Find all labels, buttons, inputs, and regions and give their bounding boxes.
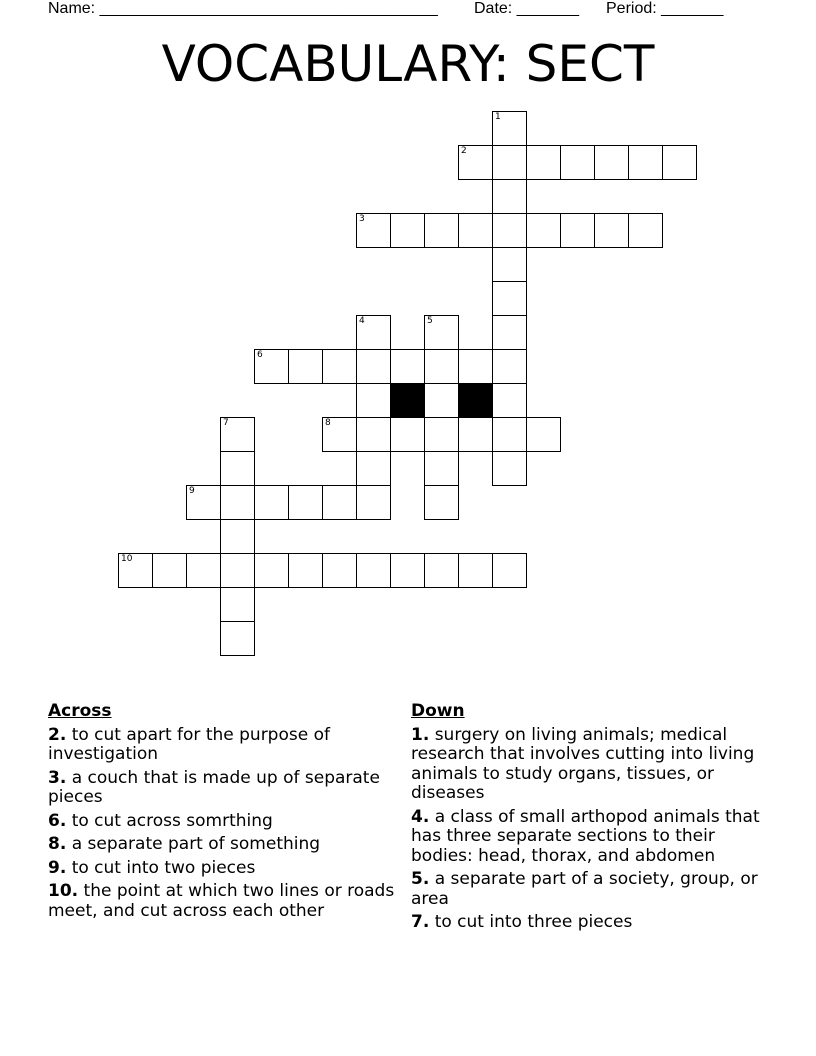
grid-cell[interactable] [662, 145, 697, 180]
grid-cell[interactable] [220, 451, 255, 486]
grid-cell[interactable] [220, 621, 255, 656]
grid-cell[interactable] [356, 349, 391, 384]
cell-number: 10 [121, 554, 133, 564]
clue-down-1: 1. surgery on living animals; medical research that involves cutting into living animals to study organs, tissues, or diseases [411, 724, 755, 803]
grid-cell[interactable] [492, 417, 527, 452]
grid-cell[interactable] [220, 417, 255, 452]
grid-cell[interactable] [628, 213, 663, 248]
cell-number: 4 [359, 316, 365, 326]
grid-cell[interactable] [526, 145, 561, 180]
grid-cell[interactable] [288, 553, 323, 588]
cell-number: 6 [257, 350, 263, 360]
grid-cell[interactable] [186, 485, 221, 520]
across-heading: Across [48, 701, 112, 721]
page-title: VOCABULARY: SECT [161, 35, 655, 93]
grid-cell[interactable] [390, 417, 425, 452]
grid-cell[interactable] [390, 213, 425, 248]
grid-cell[interactable] [594, 145, 629, 180]
grid-cell[interactable] [356, 485, 391, 520]
grid-cell[interactable] [322, 349, 357, 384]
grid-cell[interactable] [356, 417, 391, 452]
across-clues [48, 702, 400, 925]
grid-cell[interactable] [458, 213, 493, 248]
grid-cell[interactable] [356, 451, 391, 486]
grid-cell[interactable] [492, 213, 527, 248]
cell-number: 8 [325, 418, 331, 428]
grid-cell[interactable] [526, 213, 561, 248]
grid-cell[interactable] [492, 179, 527, 214]
grid-cell[interactable] [356, 315, 391, 350]
grid-cell[interactable] [322, 417, 357, 452]
cell-number: 3 [359, 214, 365, 224]
grid-cell[interactable] [356, 383, 391, 418]
grid-cell[interactable] [458, 553, 493, 588]
grid-cell[interactable] [492, 349, 527, 384]
grid-cell[interactable] [254, 485, 289, 520]
clue-down-7: 7. to cut into three pieces [411, 912, 633, 932]
clue-across-10: 10. the point at which two lines or roads meet, and cut across each other [48, 881, 395, 921]
grid-cell[interactable] [492, 383, 527, 418]
clue-across-8: 8. a separate part of something [48, 834, 321, 854]
grid-cell[interactable] [492, 553, 527, 588]
grid-cell[interactable] [424, 383, 459, 418]
grid-cell[interactable] [424, 213, 459, 248]
grid-cell[interactable] [220, 553, 255, 588]
grid-block [458, 383, 493, 418]
grid-cell[interactable] [492, 145, 527, 180]
grid-cell[interactable] [356, 553, 391, 588]
grid-cell[interactable] [424, 553, 459, 588]
down-clues [411, 702, 763, 937]
grid-cell[interactable] [424, 315, 459, 350]
name-field[interactable]: Name: ______________________________________ [48, 0, 438, 17]
grid-cell[interactable] [424, 349, 459, 384]
grid-cell[interactable] [492, 451, 527, 486]
grid-cell[interactable] [560, 145, 595, 180]
grid-cell[interactable] [526, 417, 561, 452]
grid-cell[interactable] [220, 485, 255, 520]
clue-across-6: 6. to cut across somrthing [48, 810, 273, 831]
grid-cell[interactable] [390, 553, 425, 588]
clue-down-4: 4. a class of small arthopod animals that has three separate sections to their bodies: head, thorax, and abdomen [411, 806, 760, 866]
cell-number: 7 [223, 418, 229, 428]
grid-cell[interactable] [186, 553, 221, 588]
clue-across-9: 9. to cut into two pieces [48, 857, 256, 878]
grid-cell[interactable] [492, 281, 527, 316]
grid-cell[interactable] [458, 417, 493, 452]
grid-cell[interactable] [458, 349, 493, 384]
grid-cell[interactable] [322, 485, 357, 520]
grid-cell[interactable] [560, 213, 595, 248]
period-field[interactable]: Period: _______ [606, 0, 724, 17]
grid-cell[interactable] [118, 553, 153, 588]
cell-number: 9 [189, 486, 195, 496]
cell-number: 2 [461, 146, 467, 156]
grid-cell[interactable] [254, 553, 289, 588]
grid-cell[interactable] [628, 145, 663, 180]
grid-cell[interactable] [594, 213, 629, 248]
grid-cell[interactable] [390, 349, 425, 384]
grid-cell[interactable] [458, 145, 493, 180]
grid-cell[interactable] [288, 485, 323, 520]
grid-cell[interactable] [424, 451, 459, 486]
grid-cell[interactable] [424, 417, 459, 452]
grid-cell[interactable] [424, 485, 459, 520]
grid-cell[interactable] [220, 519, 255, 554]
grid-cell[interactable] [254, 349, 289, 384]
cell-number: 5 [427, 316, 433, 326]
grid-cell[interactable] [492, 247, 527, 282]
cell-number: 1 [495, 112, 501, 122]
grid-cell[interactable] [492, 315, 527, 350]
date-field[interactable]: Date: _______ [474, 0, 579, 17]
grid-block [390, 383, 425, 418]
grid-cell[interactable] [220, 587, 255, 622]
grid-cell[interactable] [492, 111, 527, 146]
clue-across-3: 3. a couch that is made up of separate pieces [48, 767, 380, 807]
grid-cell[interactable] [322, 553, 357, 588]
grid-cell[interactable] [288, 349, 323, 384]
clue-down-5: 5. a separate part of a society, group, or area [411, 869, 758, 909]
grid-cell[interactable] [356, 213, 391, 248]
grid-cell[interactable] [152, 553, 187, 588]
down-heading: Down [411, 701, 465, 721]
clue-across-2: 2. to cut apart for the purpose of investigation [48, 724, 330, 764]
